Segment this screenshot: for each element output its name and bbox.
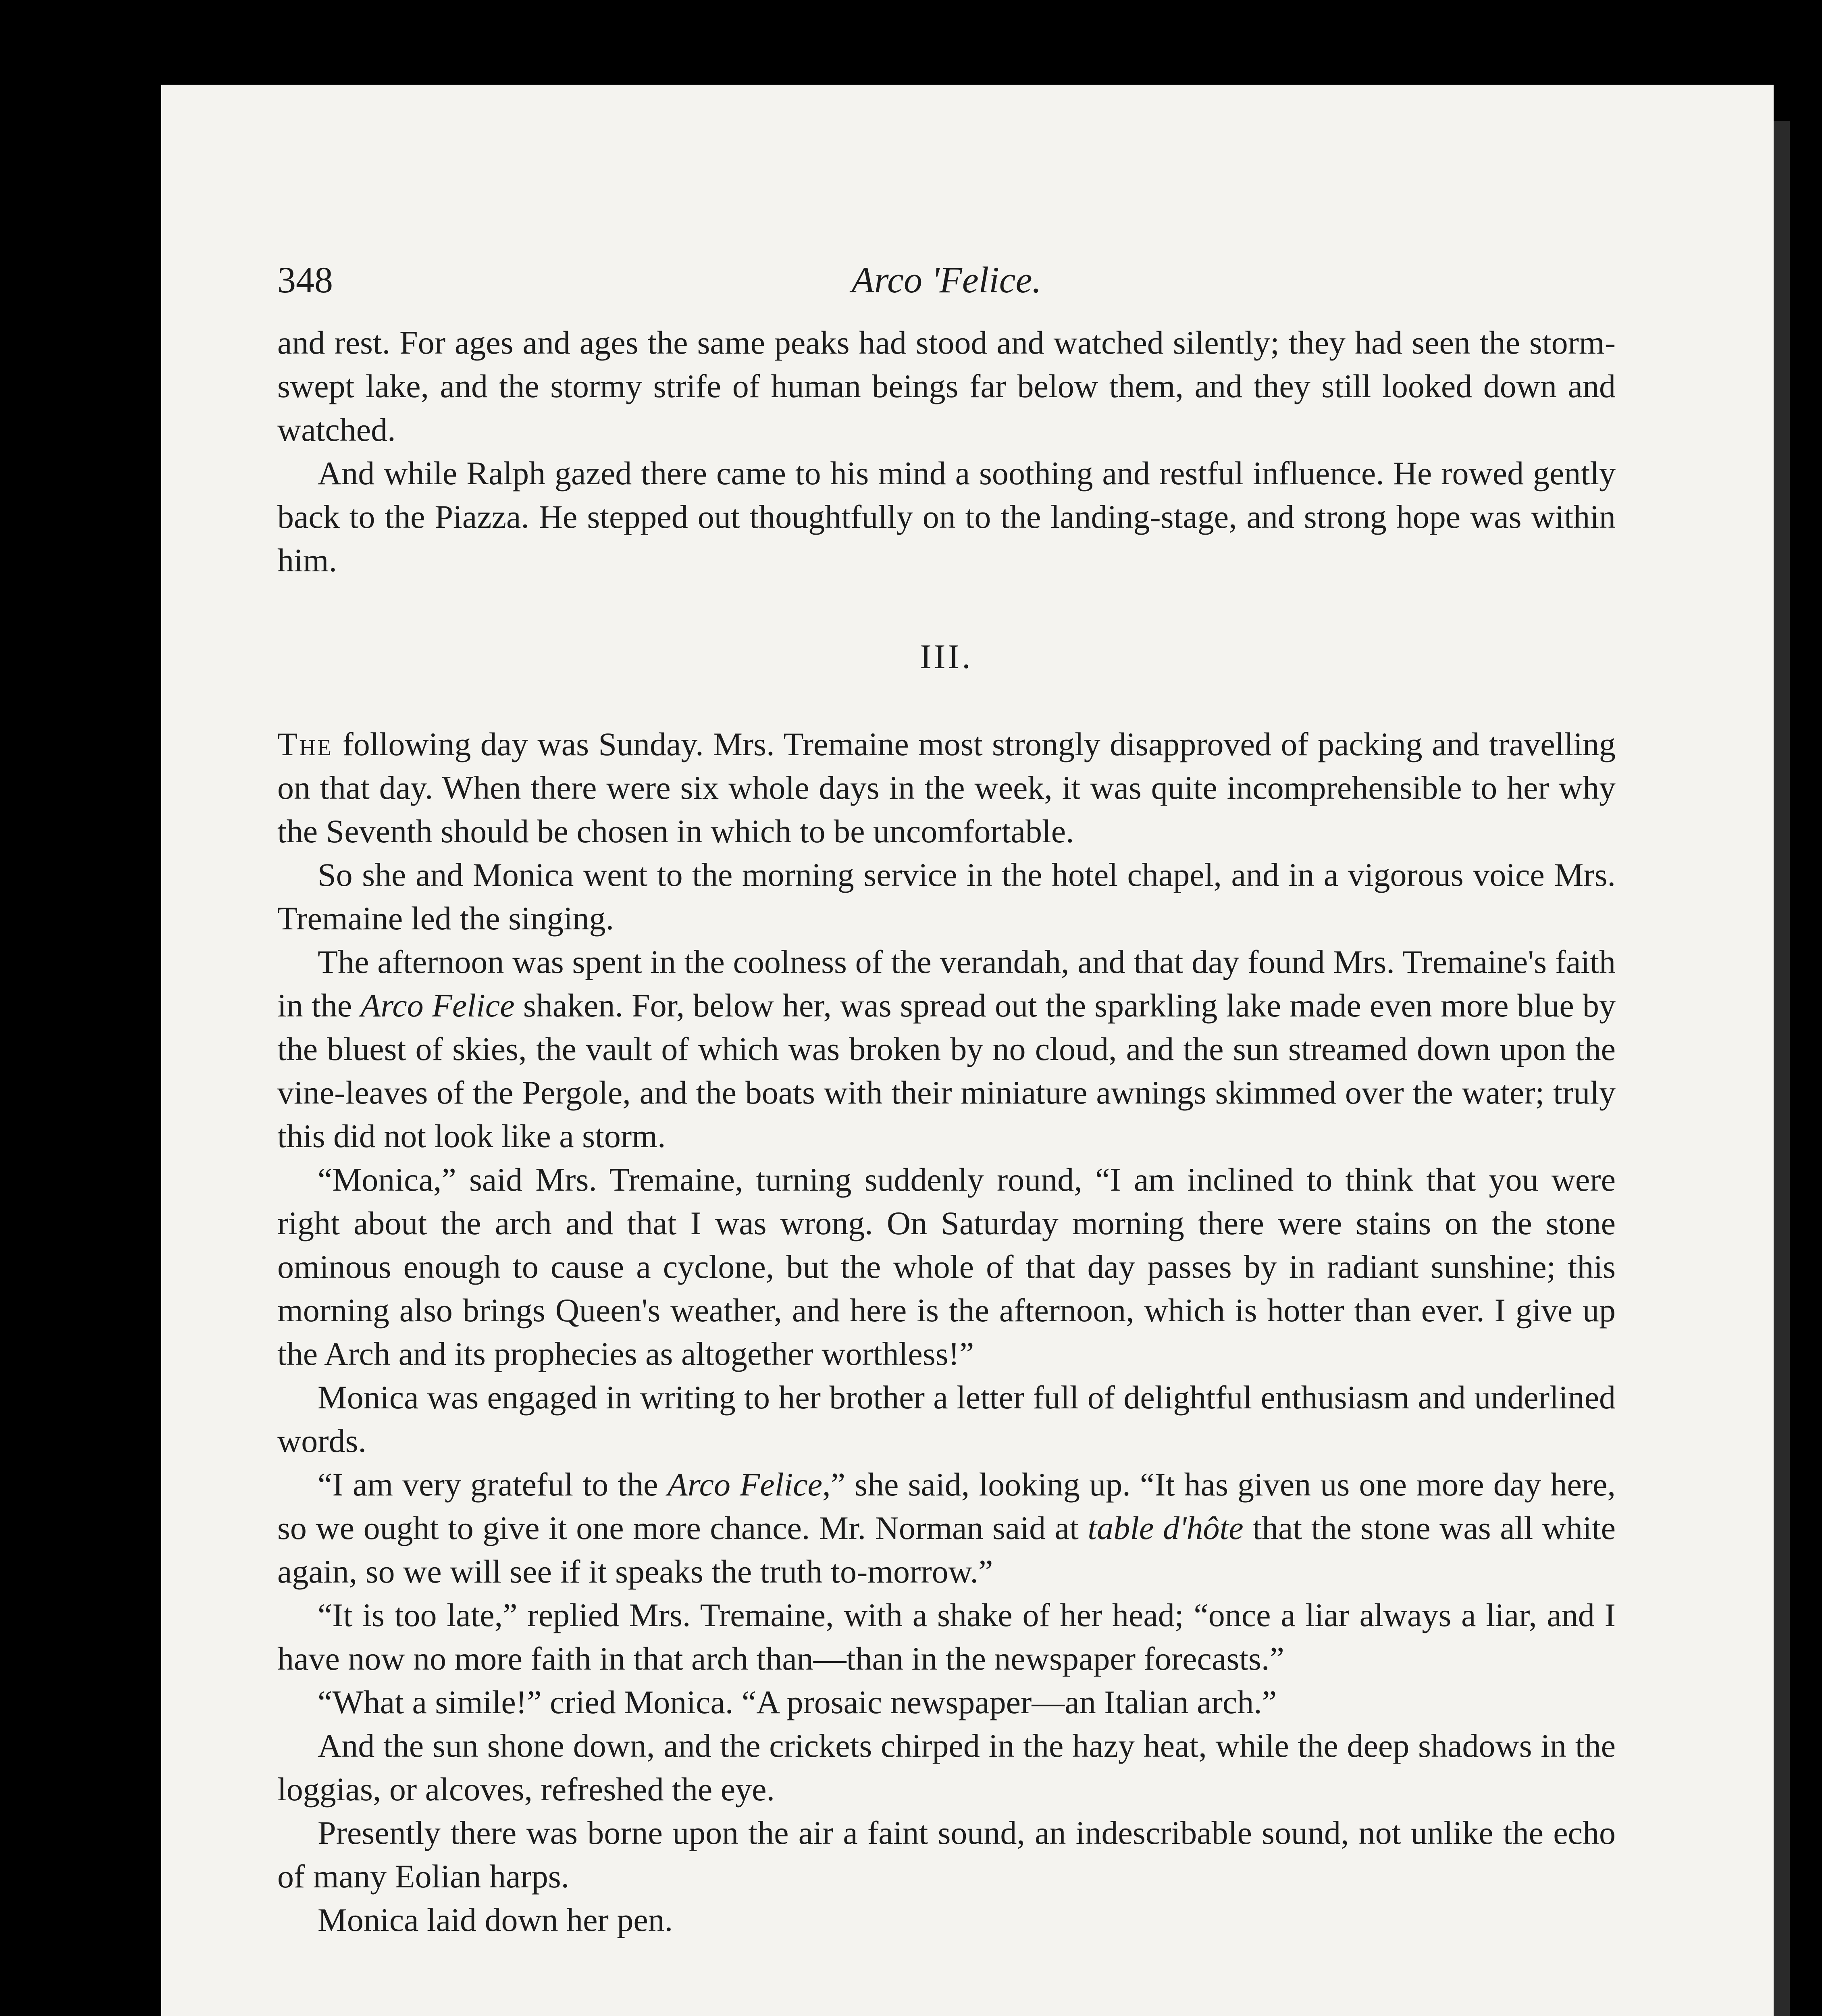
paragraph-5-text-b: shaken. For, below her, was spread out the sparkling lake made even more blue by the bluest of skies, the vault of which was broken by no cloud, and the sun streamed down upon the vine-leaves of the Pergole, and the boats with their miniature awnings skimmed over the water; truly this did not look like a storm. (277, 987, 1616, 1154)
paragraph-8-italic-2: table d'hôte (1088, 1510, 1244, 1546)
paragraph-5-text-a: The afternoon was spent in the coolness of the verandah, and that day found Mrs. Tremaine's faith in the (277, 943, 1616, 1024)
paragraph-5-italic: Arco Felice (360, 987, 515, 1024)
paragraph-3 (277, 723, 1616, 853)
paragraph-4: So she and Monica went to the morning service in the hotel chapel, and in a vigorous voice Mrs. Tremaine led the singing. (277, 856, 1616, 937)
paragraph-12: Presently there was borne upon the air a faint sound, an indescribable sound, not unlike the echo of many Eolian harps. (277, 1814, 1616, 1895)
paragraph-10: “What a simile!” cried Monica. “A prosaic newspaper—an Italian arch.” (318, 1684, 1277, 1720)
paragraph-5 (277, 940, 1616, 1158)
page-number: 348 (277, 259, 333, 300)
page-edge-shadow (1774, 121, 1790, 2016)
paragraph-6: “Monica,” said Mrs. Tremaine, turning suddenly round, “I am inclined to think that you were right about the arch and that I was wrong. On Saturday morning there were stains on the stone ominous enough to cause a cyclone, but the whole of that day passes by in radiant sunshine; this morning also brings Queen's weather, and here is the afternoon, which is hotter than ever. I give up the Arch and its prophecies as altogether worthless!” (277, 1161, 1616, 1372)
paragraph-7: Monica was engaged in writing to her brother a letter full of delightful enthusiasm and underlined words. (277, 1379, 1616, 1459)
page-text-block (277, 258, 1616, 1942)
section-heading: III. (920, 637, 973, 676)
running-title: Arco 'Felice. (851, 259, 1042, 300)
paragraph-11: And the sun shone down, and the crickets chirped in the hazy heat, while the deep shadows in the loggias, or alcoves, refreshed the eye. (277, 1727, 1616, 1808)
paragraph-3-lead: The (277, 726, 333, 762)
paragraph-3-text: following day was Sunday. Mrs. Tremaine most strongly disapproved of packing and travelling on that day. When there were six whole days in the week, it was quite incomprehensible to her why the Seventh should be chosen in which to be uncomfortable. (277, 726, 1616, 850)
paragraph-13: Monica laid down her pen. (318, 1901, 673, 1938)
paragraph-8-text-c: that the stone was all white again, so we will see if it speaks the truth to-morrow.” (277, 1510, 1616, 1590)
paragraph-8-text-a: “I am very grateful to the (318, 1466, 668, 1503)
paragraph-8-italic-1: Arco Felice (667, 1466, 823, 1503)
paragraph-2: And while Ralph gazed there came to his mind a soothing and restful influence. He rowed gently back to the Piazza. He stepped out thoughtfully on to the landing-stage, and strong hope was within him. (277, 455, 1616, 579)
paragraph-8 (277, 1463, 1616, 1593)
paragraph-8-text-b: ,” she said, looking up. “It has given us one more day here, so we ought to give it one more chance. Mr. Norman said at (277, 1466, 1616, 1546)
running-head (277, 258, 1616, 314)
paragraph-9: “It is too late,” replied Mrs. Tremaine, with a shake of her head; “once a liar always a liar, and I have now no more faith in that arch than—than in the newspaper forecasts.” (277, 1597, 1616, 1677)
paragraph-1: and rest. For ages and ages the same peaks had stood and watched silently; they had seen the storm-swept lake, and the stormy strife of human beings far below them, and they still looked down and watched. (277, 324, 1616, 448)
